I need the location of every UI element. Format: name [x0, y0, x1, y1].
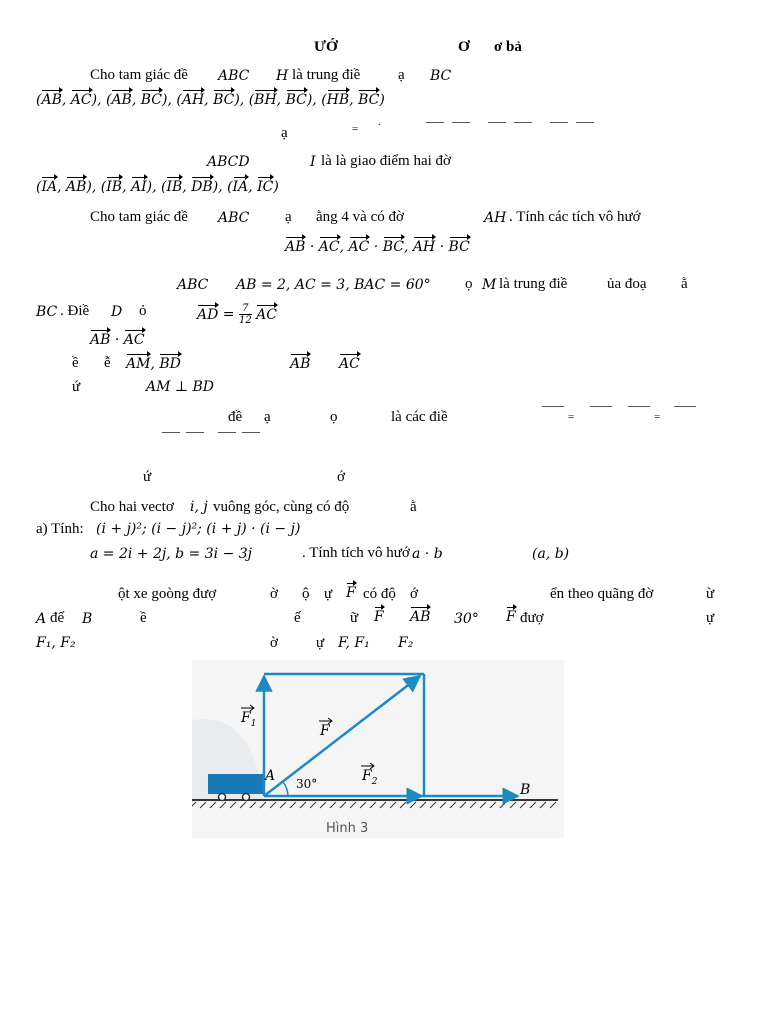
force-diagram: [192, 660, 564, 838]
faint-vector-mark: [426, 122, 444, 123]
vec: BC: [358, 92, 380, 108]
p8-l2l: ự: [706, 610, 715, 626]
p8-l2k: đượ: [520, 610, 544, 626]
vec: AB: [111, 92, 132, 108]
f1-label: $F_1$: [241, 710, 257, 729]
p8-l2h: [410, 610, 430, 624]
vec: AC: [256, 306, 277, 323]
vec: AB: [66, 179, 87, 195]
p8-l2e: ế: [294, 610, 301, 626]
p5-a: đề: [228, 409, 243, 425]
p5-f: =: [654, 411, 661, 423]
vec: BC: [448, 239, 470, 255]
p8-l2b: đế: [50, 610, 65, 626]
p1-r2a: ạ: [281, 125, 288, 141]
p7-intro3: ằ: [410, 499, 417, 515]
p3-text-a: Cho tam giác đề: [90, 209, 188, 225]
p5-c: ọ: [330, 409, 338, 425]
vec: AB: [410, 609, 431, 625]
p3-text-c: ằng 4 và có đờ: [316, 209, 404, 225]
p8-h: ển theo quãng đờ: [550, 586, 654, 602]
vec: BC: [382, 239, 404, 255]
p4-text2: ủa đoạ: [607, 276, 647, 292]
vec: AC: [123, 332, 145, 348]
p5-d: là các điề: [391, 409, 448, 425]
p4-text1: là trung điề: [499, 276, 568, 292]
vec: BC: [285, 92, 307, 108]
faint-vector-mark: [452, 122, 470, 123]
p4-am-bd: AM, BD: [126, 356, 181, 372]
p8-f: [346, 586, 356, 600]
vec: BC: [213, 92, 235, 108]
p8-e: có độ: [363, 586, 396, 602]
p7-b-text: . Tính tích vô hướ: [302, 545, 410, 561]
vec: IB: [166, 179, 183, 195]
vec: AB: [41, 92, 62, 108]
p7-b-dot: a · b: [412, 546, 443, 562]
p8-l2f: ữ: [350, 610, 359, 626]
p7-b-expression: a = 2i + 2j, b = 3i − 3j: [90, 546, 252, 562]
cart-wheel: [219, 794, 226, 801]
p7-a-expression: (i + j)²; (i − j)²; (i + j) · (i − j): [96, 521, 301, 537]
p8-l2d: ề: [140, 610, 147, 626]
point-b-label: B: [520, 782, 531, 798]
p4-text4: . Điề: [60, 303, 90, 319]
p7-intro2: vuông góc, cùng có độ: [213, 499, 350, 515]
point-a-label: A: [265, 768, 276, 784]
cart-wheel: [243, 794, 250, 801]
vec: AC: [70, 92, 92, 108]
faint-vector-mark: [628, 406, 650, 407]
p1-text-a: Cho tam giác đề: [90, 67, 188, 83]
vec: AH: [412, 239, 436, 255]
p4-l3b: ễ: [104, 355, 111, 371]
angle-label: 30°: [296, 777, 318, 791]
p4-ad-eq: [197, 303, 277, 326]
p8-b: ờ: [270, 586, 278, 602]
p4-m: M: [482, 277, 497, 293]
p1-h: H: [276, 68, 289, 84]
p4-perpendicular: AM ⊥ BD: [146, 379, 215, 395]
p8-i: ừ: [706, 586, 715, 602]
p3-ah: AH: [484, 210, 507, 226]
p8-l2j: [506, 610, 516, 624]
p8-l2a: A: [36, 611, 47, 627]
p4-bc: BC: [36, 304, 58, 320]
p8-c: ộ: [302, 586, 310, 602]
vec: AC: [348, 239, 370, 255]
p1-pair-list: (AB, AC), (AB, BC), (AH, BC), (BH, BC), (HB, BC): [36, 92, 385, 108]
p5-b: ạ: [264, 409, 271, 425]
p7-intro: Cho hai vectơ: [90, 499, 174, 515]
f-label: F: [320, 723, 330, 739]
p4-q: ọ: [465, 276, 473, 292]
p1-r2b: =: [352, 123, 359, 135]
vec: AC: [339, 356, 360, 372]
p1-bc: BC: [430, 68, 452, 84]
cart-body: [208, 774, 264, 794]
faint-vector-mark: [162, 432, 180, 433]
p3-abc: ABC: [218, 210, 250, 226]
p1-text-b: là trung điề: [292, 67, 361, 83]
p8-l3a: F₁, F₂: [36, 635, 76, 651]
p2-text: là là giao điểm hai đờ: [321, 153, 451, 169]
p6-a: ứ: [143, 469, 152, 485]
faint-vector-mark: [590, 406, 612, 407]
p4-l4a: ứ: [72, 379, 81, 395]
p1-text-c: ạ: [398, 67, 405, 83]
vec: BH: [254, 92, 277, 108]
p8-l2g: [374, 610, 384, 624]
vec: AB: [290, 356, 311, 372]
vec: IC: [257, 179, 274, 195]
p4-condition: AB = 2, AC = 3, BAC = 60°: [236, 277, 431, 293]
p3-text-b: ạ: [285, 209, 292, 225]
p1-abc: ABC: [218, 68, 250, 84]
faint-vector-mark: [514, 122, 532, 123]
faint-vector-mark: [576, 122, 594, 123]
p4-o: ỏ: [139, 303, 147, 319]
vec: F: [374, 609, 384, 625]
p8-g: ớ: [410, 586, 418, 602]
p2-pair-list: (IA, AB), (IB, AI), (IB, DB), (IA, IC): [36, 179, 279, 195]
vec: HB: [326, 92, 350, 108]
vec: AD: [197, 306, 219, 323]
p3-text-d: . Tính các tích vô hướ: [509, 209, 641, 225]
fraction-numerator: 7: [239, 303, 252, 315]
vec: DB: [191, 179, 213, 195]
fraction: [239, 303, 252, 326]
vec: F: [506, 609, 516, 625]
vec: F: [346, 585, 356, 601]
heading-mid: Ơ: [458, 39, 470, 55]
faint-vector-mark: [242, 432, 260, 433]
p8-l2c: B: [82, 611, 93, 627]
p8-l3d: F, F₁: [338, 635, 370, 651]
p8-l3e: F₂: [398, 635, 414, 651]
equals-sign: =: [222, 306, 235, 323]
fraction-denominator: 12: [238, 315, 252, 326]
p8-l2i: 30°: [454, 611, 479, 627]
vec: IA: [41, 179, 58, 195]
vec: BD: [159, 356, 181, 372]
vec: IA: [232, 179, 249, 195]
vec: AB: [285, 239, 306, 255]
faint-vector-mark: [186, 432, 204, 433]
faint-vector-mark: [550, 122, 568, 123]
p6-b: ớ: [337, 469, 345, 485]
p4-text3: ằ: [681, 276, 688, 292]
p7-a-label: a) Tính:: [36, 521, 84, 537]
p3-products: AB · AC, AC · BC, AH · BC: [285, 239, 470, 255]
force-diagram-svg: [192, 660, 564, 838]
p4-l3f: [339, 357, 360, 371]
p2-i: I: [310, 154, 316, 170]
p7-ij: i, j: [190, 499, 208, 515]
vec: AH: [181, 92, 205, 108]
vec: IB: [106, 179, 123, 195]
faint-vector-mark: [542, 406, 564, 407]
p1-r2c: .: [378, 117, 381, 128]
p4-l3e: [290, 357, 310, 371]
p4-abc: ABC: [177, 277, 209, 293]
heading-right: ơ bả: [494, 39, 522, 55]
p2-abcd: ABCD: [207, 154, 250, 170]
p5-e: =: [568, 411, 575, 423]
p4-l3a: ề: [72, 355, 79, 371]
faint-vector-mark: [674, 406, 696, 407]
f2-label: $F_2$: [362, 768, 378, 787]
vec: BC: [140, 92, 163, 108]
p8-l3b: ờ: [270, 635, 278, 651]
vec: AB: [90, 332, 111, 348]
p8-a: ột xe goòng đượ: [118, 586, 217, 602]
faint-vector-mark: [218, 432, 236, 433]
p4-d: D: [111, 304, 123, 320]
heading-left: ƯỚ: [314, 39, 338, 55]
faint-vector-mark: [488, 122, 506, 123]
vec: AI: [130, 179, 147, 195]
vec: AM: [126, 356, 151, 372]
vec: AC: [318, 239, 340, 255]
figure-caption: Hình 3: [326, 821, 369, 836]
p8-l3c: ự: [316, 635, 325, 651]
p7-b-angle: (a, b): [532, 546, 570, 562]
p8-d: ự: [324, 586, 333, 602]
p4-dot-product: AB · AC: [90, 332, 145, 348]
